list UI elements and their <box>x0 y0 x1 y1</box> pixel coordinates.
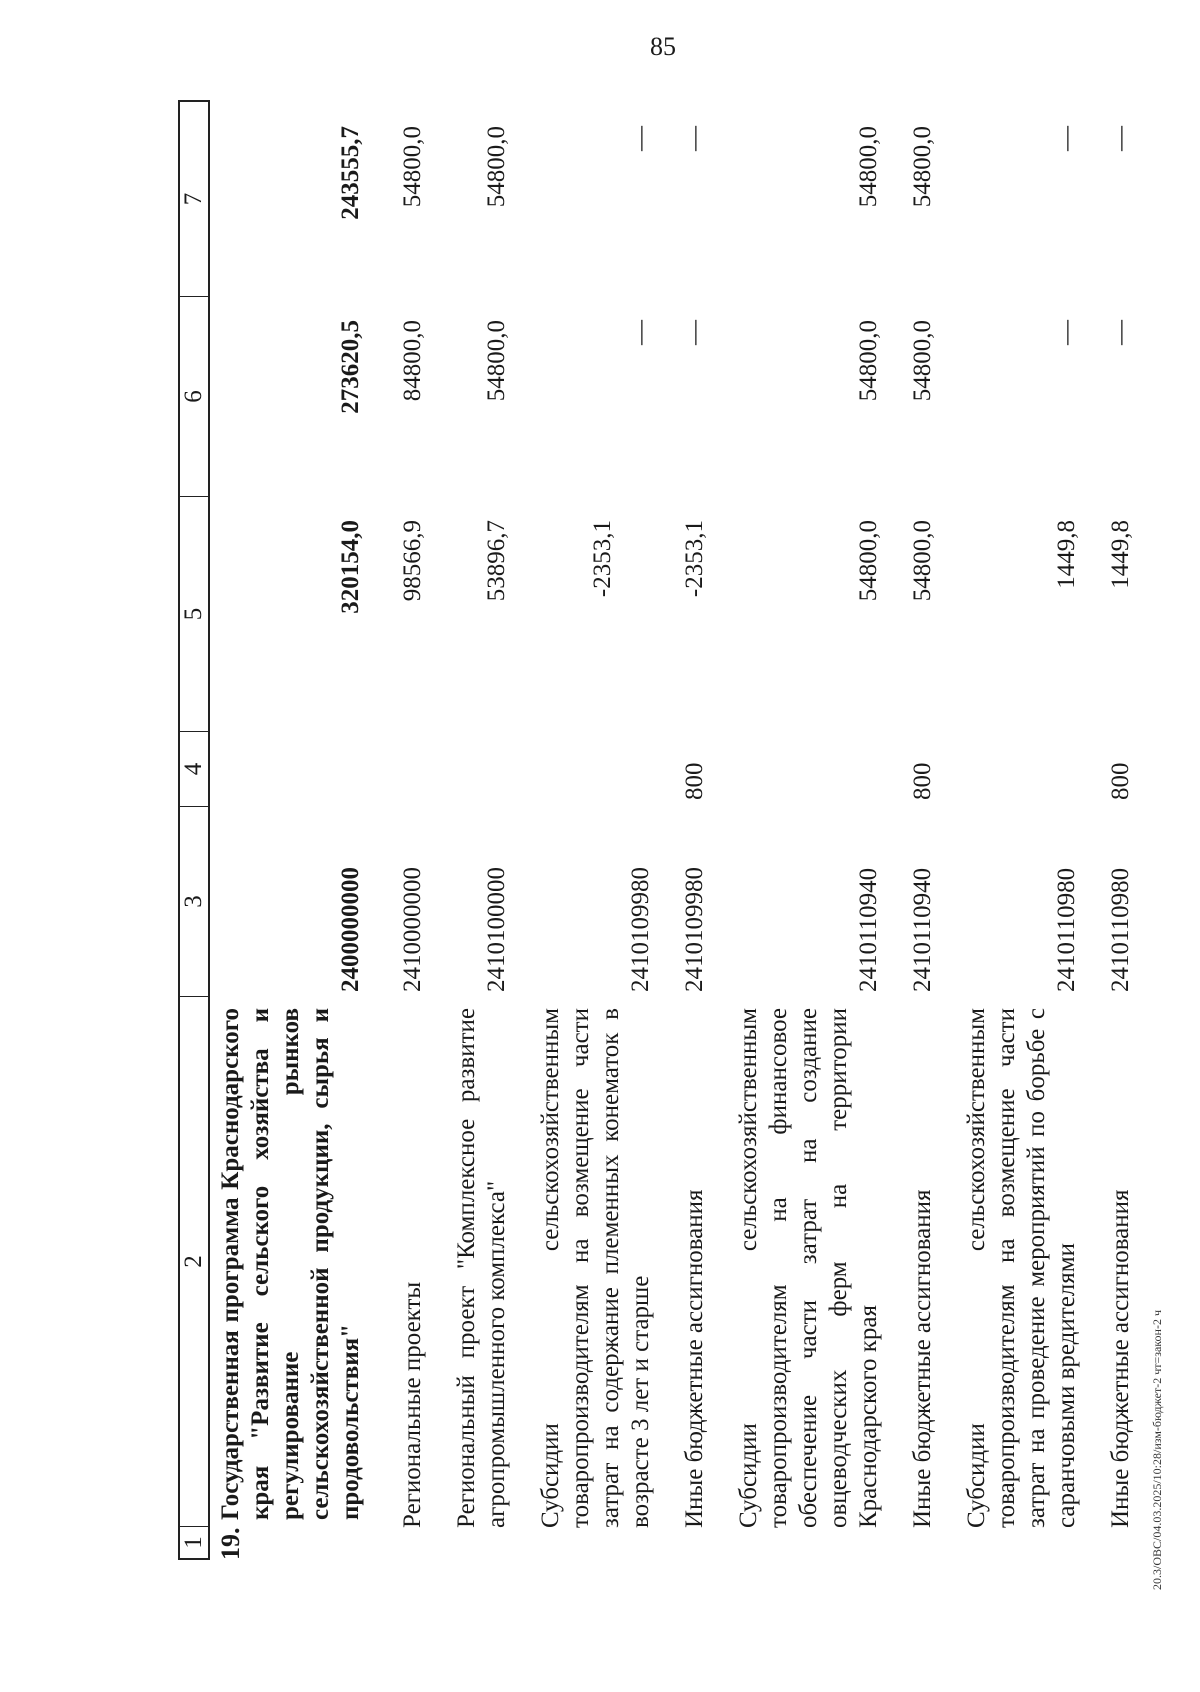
row-code: 2410110940 <box>909 867 936 992</box>
row-name: Региональный проект "Комплексное развитие агропромышленного комплекса" <box>453 1008 510 1528</box>
header-col-2: 2 <box>180 996 208 1526</box>
row-code: 2410100000 <box>483 867 510 992</box>
row-kvr: 800 <box>909 762 936 800</box>
row-value-7: 54800,0 <box>909 126 936 208</box>
row-value-7: — <box>627 126 654 151</box>
header-col-6: 6 <box>180 296 208 496</box>
row-value-5: -2353,1 <box>681 520 708 598</box>
row-name: Иные бюджетные ассигнования <box>681 1189 708 1528</box>
row-value-5: 98566,9 <box>399 520 426 602</box>
table-row <box>680 100 710 1560</box>
table-row <box>398 100 428 1560</box>
row-name: Субсидии сельскохозяйственным товаропроизводителям на финансовое обеспечение части затрат на создание овцеводческих ферм на территории Краснодарского края <box>735 1008 882 1528</box>
row-code: 2410110940 <box>855 867 882 992</box>
row-value-7: 54800,0 <box>399 126 426 208</box>
row-value-6: 54800,0 <box>909 320 936 402</box>
row-value-5: 54800,0 <box>909 520 936 602</box>
table-row <box>962 100 1082 1560</box>
row-index: 19. <box>216 1527 245 1560</box>
row-code: 2410000000 <box>399 867 426 992</box>
row-code: 2410110980 <box>1053 867 1080 992</box>
row-value-5: 54800,0 <box>855 520 882 602</box>
table-header <box>178 100 210 1560</box>
row-code: 2410110980 <box>1107 867 1134 992</box>
table-row <box>734 100 884 1560</box>
row-value-5: 320154,0 <box>337 520 364 614</box>
header-col-3: 3 <box>180 806 208 996</box>
header-col-1: 1 <box>180 1526 208 1558</box>
row-code: 2410109980 <box>681 867 708 992</box>
row-code: 2400000000 <box>337 867 364 992</box>
row-value-7: 54800,0 <box>855 126 882 208</box>
table-row <box>908 100 938 1560</box>
row-name: Субсидии сельскохозяйственным товаропроизводителям на возмещение части затрат на содержание племенных конематок в возрасте 3 лет и старше <box>537 1008 654 1528</box>
table-row <box>216 100 366 1560</box>
row-value-6: 54800,0 <box>855 320 882 402</box>
row-name: Субсидии сельскохозяйственным товаропроизводителям на возмещение части затрат на проведение мероприятий по борьбе с саранчовыми вредителями <box>963 1008 1080 1528</box>
row-value-7: — <box>1107 126 1134 151</box>
row-value-5: 53896,7 <box>483 520 510 602</box>
row-value-7: 243555,7 <box>337 126 364 220</box>
table-row <box>1106 100 1136 1560</box>
row-value-6: — <box>1053 320 1080 345</box>
row-value-6: 54800,0 <box>483 320 510 402</box>
row-value-6: — <box>681 320 708 345</box>
row-value-5: -2353,1 <box>589 520 616 598</box>
row-value-6: 273620,5 <box>337 320 364 414</box>
row-name: Иные бюджетные ассигнования <box>1107 1189 1134 1528</box>
row-value-6: — <box>627 320 654 345</box>
row-kvr: 800 <box>681 762 708 800</box>
row-value-6: 84800,0 <box>399 320 426 402</box>
row-value-7: — <box>681 126 708 151</box>
row-value-5: 1449,8 <box>1053 520 1080 589</box>
header-col-7: 7 <box>180 192 207 206</box>
row-value-7: — <box>1053 126 1080 151</box>
header-col-5: 5 <box>180 496 208 731</box>
row-value-5: 1449,8 <box>1107 520 1134 589</box>
row-value-6: — <box>1107 320 1134 345</box>
table-row <box>452 100 512 1560</box>
document-footer-code: 20.3/ОВС/04.03.2025/10:28/изм-бюджет-2 чт=закон-2 ч <box>1150 1310 1164 1590</box>
row-name: Региональные проекты <box>399 1281 426 1528</box>
header-col-4: 4 <box>180 731 208 806</box>
row-name: Государственная программа Краснодарского края "Развитие сельского хозяйства и регулирование рынков сельскохозяйственной продукции, сырья и продовольствия" <box>217 1008 364 1520</box>
row-code: 2410109980 <box>627 867 654 992</box>
row-name: Иные бюджетные ассигнования <box>909 1189 936 1528</box>
page-number: 85 <box>650 32 676 61</box>
budget-table <box>178 100 1134 1560</box>
table-row <box>536 100 656 1560</box>
row-value-7: 54800,0 <box>483 126 510 208</box>
row-kvr: 800 <box>1107 762 1134 800</box>
